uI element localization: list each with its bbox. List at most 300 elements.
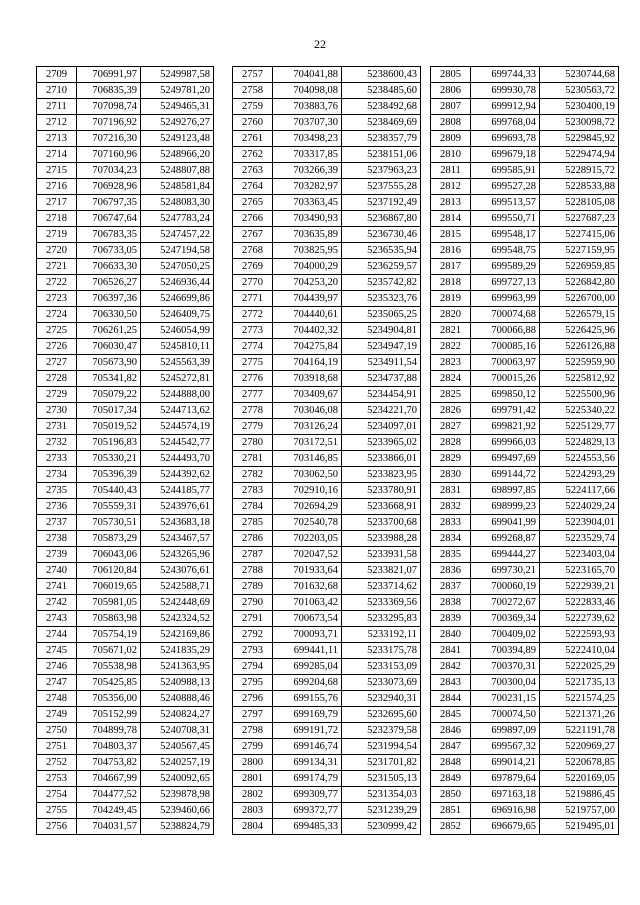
point-number: 2811: [431, 163, 471, 179]
coord-x: 705396,39: [77, 467, 141, 483]
coord-y: 5243683,18: [141, 515, 214, 531]
point-number: 2788: [233, 563, 273, 579]
coord-y: 5233668,91: [342, 499, 421, 515]
point-number: 2756: [37, 819, 77, 835]
coord-x: 704803,37: [77, 739, 141, 755]
coord-y: 5233931,58: [342, 547, 421, 563]
coord-y: 5232695,60: [342, 707, 421, 723]
table-row: [233, 723, 421, 739]
coord-y: 5238151,06: [342, 147, 421, 163]
coord-x: 704440,61: [273, 307, 342, 323]
coord-x: 705356,00: [77, 691, 141, 707]
coord-y: 5230098,72: [540, 115, 619, 131]
point-number: 2729: [37, 387, 77, 403]
point-number: 2757: [233, 67, 273, 83]
point-number: 2806: [431, 83, 471, 99]
point-number: 2718: [37, 211, 77, 227]
table-row: [233, 803, 421, 819]
coord-x: 704249,45: [77, 803, 141, 819]
point-number: 2742: [37, 595, 77, 611]
point-number: 2789: [233, 579, 273, 595]
point-number: 2743: [37, 611, 77, 627]
coord-x: 697879,64: [471, 771, 540, 787]
coord-x: 699134,31: [273, 755, 342, 771]
table-row: [431, 595, 619, 611]
point-number: 2774: [233, 339, 273, 355]
coord-y: 5233823,95: [342, 467, 421, 483]
coord-x: 706733,05: [77, 243, 141, 259]
coord-y: 5242448,69: [141, 595, 214, 611]
point-number: 2816: [431, 243, 471, 259]
point-number: 2770: [233, 275, 273, 291]
coord-y: 5223403,04: [540, 547, 619, 563]
point-number: 2830: [431, 467, 471, 483]
coord-x: 700066,88: [471, 323, 540, 339]
table-row: [233, 515, 421, 531]
coord-x: 700673,54: [273, 611, 342, 627]
table-row: [233, 83, 421, 99]
coord-x: 703046,08: [273, 403, 342, 419]
point-number: 2784: [233, 499, 273, 515]
coord-x: 707034,23: [77, 163, 141, 179]
table-row: [37, 707, 214, 723]
table-row: [233, 467, 421, 483]
point-number: 2762: [233, 147, 273, 163]
coord-y: 5237963,23: [342, 163, 421, 179]
coord-y: 5234911,54: [342, 355, 421, 371]
coord-y: 5234904,81: [342, 323, 421, 339]
coord-y: 5225812,92: [540, 371, 619, 387]
table-row: [37, 211, 214, 227]
point-number: 2736: [37, 499, 77, 515]
page-number: 22: [314, 37, 326, 51]
point-number: 2825: [431, 387, 471, 403]
coord-x: 705730,51: [77, 515, 141, 531]
coord-x: 699497,69: [471, 451, 540, 467]
coord-y: 5240888,46: [141, 691, 214, 707]
coord-x: 698997,85: [471, 483, 540, 499]
point-number: 2725: [37, 323, 77, 339]
coord-y: 5233988,28: [342, 531, 421, 547]
coord-y: 5225340,22: [540, 403, 619, 419]
point-number: 2795: [233, 675, 273, 691]
table-row: [37, 659, 214, 675]
table-row: [233, 243, 421, 259]
table-row: [431, 675, 619, 691]
coord-y: 5244888,00: [141, 387, 214, 403]
point-number: 2801: [233, 771, 273, 787]
point-number: 2715: [37, 163, 77, 179]
coord-x: 705017,34: [77, 403, 141, 419]
coord-x: 705673,90: [77, 355, 141, 371]
coord-y: 5233821,07: [342, 563, 421, 579]
point-number: 2790: [233, 595, 273, 611]
table-row: [233, 483, 421, 499]
table-row: [233, 99, 421, 115]
coord-x: 696916,98: [471, 803, 540, 819]
table-row: [431, 659, 619, 675]
coord-x: 705981,05: [77, 595, 141, 611]
point-number: 2716: [37, 179, 77, 195]
table-row: [233, 403, 421, 419]
coord-x: 700300,04: [471, 675, 540, 691]
table-row: [37, 723, 214, 739]
table-row: [431, 211, 619, 227]
coord-x: 700085,16: [471, 339, 540, 355]
coord-y: 5244392,62: [141, 467, 214, 483]
table-row: [37, 611, 214, 627]
coord-x: 699730,21: [471, 563, 540, 579]
coord-x: 702203,05: [273, 531, 342, 547]
table-row: [233, 291, 421, 307]
coord-x: 707216,30: [77, 131, 141, 147]
table-row: [233, 227, 421, 243]
coord-y: 5246409,75: [141, 307, 214, 323]
table-row: [37, 515, 214, 531]
coord-y: 5234454,91: [342, 387, 421, 403]
point-number: 2837: [431, 579, 471, 595]
coord-x: 699204,68: [273, 675, 342, 691]
coord-x: 699744,33: [471, 67, 540, 83]
coord-x: 699285,04: [273, 659, 342, 675]
table-row: [37, 387, 214, 403]
coord-y: 5244574,19: [141, 419, 214, 435]
point-number: 2852: [431, 819, 471, 835]
table-row: [37, 483, 214, 499]
point-number: 2765: [233, 195, 273, 211]
table-row: [233, 611, 421, 627]
point-number: 2753: [37, 771, 77, 787]
coord-y: 5241363,95: [141, 659, 214, 675]
coord-y: 5220169,05: [540, 771, 619, 787]
coord-x: 701933,64: [273, 563, 342, 579]
point-number: 2800: [233, 755, 273, 771]
table-row: [37, 163, 214, 179]
coord-y: 5233295,83: [342, 611, 421, 627]
table-row: [431, 643, 619, 659]
coord-x: 699146,74: [273, 739, 342, 755]
coord-y: 5231994,54: [342, 739, 421, 755]
table-row: [233, 147, 421, 163]
coordinates-table-2: [232, 66, 421, 835]
point-number: 2752: [37, 755, 77, 771]
coord-x: 704000,29: [273, 259, 342, 275]
coord-y: 5226842,80: [540, 275, 619, 291]
table-row: [431, 739, 619, 755]
table-row: [233, 211, 421, 227]
point-number: 2777: [233, 387, 273, 403]
coord-y: 5230563,72: [540, 83, 619, 99]
coord-x: 703146,85: [273, 451, 342, 467]
point-number: 2722: [37, 275, 77, 291]
coord-x: 696679,65: [471, 819, 540, 835]
point-number: 2845: [431, 707, 471, 723]
coord-x: 704667,99: [77, 771, 141, 787]
point-number: 2782: [233, 467, 273, 483]
table-row: [431, 339, 619, 355]
coord-y: 5222939,21: [540, 579, 619, 595]
coord-x: 699768,04: [471, 115, 540, 131]
coord-y: 5245810,11: [141, 339, 214, 355]
coord-y: 5226700,00: [540, 291, 619, 307]
coord-x: 702540,78: [273, 515, 342, 531]
coord-y: 5222410,04: [540, 643, 619, 659]
coord-x: 700272,67: [471, 595, 540, 611]
coord-x: 706019,65: [77, 579, 141, 595]
table-row: [431, 467, 619, 483]
coord-x: 699930,78: [471, 83, 540, 99]
point-number: 2726: [37, 339, 77, 355]
coord-y: 5220678,85: [540, 755, 619, 771]
point-number: 2755: [37, 803, 77, 819]
coord-y: 5243467,57: [141, 531, 214, 547]
coord-y: 5244542,77: [141, 435, 214, 451]
coord-y: 5241835,29: [141, 643, 214, 659]
coord-x: 699567,32: [471, 739, 540, 755]
point-number: 2797: [233, 707, 273, 723]
table-row: [233, 307, 421, 323]
table-row: [431, 499, 619, 515]
coord-y: 5236867,80: [342, 211, 421, 227]
point-number: 2826: [431, 403, 471, 419]
table-row: [37, 803, 214, 819]
coord-x: 699791,42: [471, 403, 540, 419]
point-number: 2848: [431, 755, 471, 771]
coord-y: 5238485,60: [342, 83, 421, 99]
point-number: 2760: [233, 115, 273, 131]
coord-y: 5224029,24: [540, 499, 619, 515]
point-number: 2817: [431, 259, 471, 275]
coord-y: 5222593,93: [540, 627, 619, 643]
point-number: 2836: [431, 563, 471, 579]
coord-x: 705538,98: [77, 659, 141, 675]
coord-y: 5228533,88: [540, 179, 619, 195]
table-row: [431, 547, 619, 563]
coord-x: 699485,33: [273, 819, 342, 835]
table-row: [431, 355, 619, 371]
coord-y: 5234947,19: [342, 339, 421, 355]
coord-y: 5236259,57: [342, 259, 421, 275]
coord-y: 5224829,13: [540, 435, 619, 451]
table-row: [431, 227, 619, 243]
point-number: 2793: [233, 643, 273, 659]
point-number: 2780: [233, 435, 273, 451]
coord-x: 700394,89: [471, 643, 540, 659]
point-number: 2775: [233, 355, 273, 371]
coord-x: 706261,25: [77, 323, 141, 339]
table-row: [431, 627, 619, 643]
table-row: [233, 355, 421, 371]
table-row: [431, 371, 619, 387]
table-row: [37, 291, 214, 307]
table-row: [233, 67, 421, 83]
table-row: [431, 515, 619, 531]
point-number: 2712: [37, 115, 77, 131]
table-row: [233, 339, 421, 355]
coord-x: 704899,78: [77, 723, 141, 739]
coord-y: 5242169,86: [141, 627, 214, 643]
coord-y: 5242588,71: [141, 579, 214, 595]
point-number: 2822: [431, 339, 471, 355]
coord-x: 706928,96: [77, 179, 141, 195]
coord-y: 5242324,52: [141, 611, 214, 627]
table-row: [37, 355, 214, 371]
table-row: [431, 755, 619, 771]
coord-y: 5233073,69: [342, 675, 421, 691]
table-row: [37, 99, 214, 115]
coord-x: 697163,18: [471, 787, 540, 803]
coord-y: 5249276,27: [141, 115, 214, 131]
coord-x: 700074,68: [471, 307, 540, 323]
point-number: 2731: [37, 419, 77, 435]
coord-y: 5239460,66: [141, 803, 214, 819]
table-row: [431, 579, 619, 595]
point-number: 2841: [431, 643, 471, 659]
table-row: [233, 195, 421, 211]
coord-y: 5249465,31: [141, 99, 214, 115]
point-number: 2839: [431, 611, 471, 627]
coord-x: 699589,29: [471, 259, 540, 275]
coord-x: 699174,79: [273, 771, 342, 787]
point-number: 2849: [431, 771, 471, 787]
point-number: 2744: [37, 627, 77, 643]
point-number: 2791: [233, 611, 273, 627]
table-row: [37, 467, 214, 483]
point-number: 2828: [431, 435, 471, 451]
table-row: [37, 531, 214, 547]
table-row: [37, 67, 214, 83]
coord-y: 5233153,09: [342, 659, 421, 675]
coord-y: 5236730,46: [342, 227, 421, 243]
table-row: [233, 739, 421, 755]
table-row: [37, 403, 214, 419]
coord-y: 5234097,01: [342, 419, 421, 435]
coord-y: 5233965,02: [342, 435, 421, 451]
coord-y: 5231701,82: [342, 755, 421, 771]
point-number: 2710: [37, 83, 77, 99]
point-number: 2819: [431, 291, 471, 307]
table-row: [431, 83, 619, 99]
coord-x: 704253,20: [273, 275, 342, 291]
coord-y: 5238357,79: [342, 131, 421, 147]
table-row: [37, 307, 214, 323]
coord-y: 5221574,25: [540, 691, 619, 707]
coord-y: 5231505,13: [342, 771, 421, 787]
table-row: [37, 499, 214, 515]
coord-y: 5231354,03: [342, 787, 421, 803]
table-row: [431, 163, 619, 179]
table-row: [431, 115, 619, 131]
point-number: 2831: [431, 483, 471, 499]
point-number: 2739: [37, 547, 77, 563]
point-number: 2820: [431, 307, 471, 323]
coord-x: 705196,83: [77, 435, 141, 451]
coord-x: 704477,52: [77, 787, 141, 803]
table-row: [37, 563, 214, 579]
coord-x: 704164,19: [273, 355, 342, 371]
table-row: [37, 131, 214, 147]
point-number: 2834: [431, 531, 471, 547]
point-number: 2751: [37, 739, 77, 755]
point-number: 2823: [431, 355, 471, 371]
coord-x: 703707,30: [273, 115, 342, 131]
table-row: [233, 579, 421, 595]
coord-x: 699897,09: [471, 723, 540, 739]
coord-y: 5220969,27: [540, 739, 619, 755]
table-row: [233, 435, 421, 451]
coord-y: 5240824,27: [141, 707, 214, 723]
coord-x: 704402,32: [273, 323, 342, 339]
coord-y: 5226425,96: [540, 323, 619, 339]
point-number: 2720: [37, 243, 77, 259]
coord-y: 5247457,22: [141, 227, 214, 243]
coord-x: 699548,17: [471, 227, 540, 243]
coord-x: 699155,76: [273, 691, 342, 707]
coord-y: 5249781,20: [141, 83, 214, 99]
table-row: [233, 819, 421, 835]
table-row: [37, 691, 214, 707]
coord-x: 703490,93: [273, 211, 342, 227]
point-number: 2814: [431, 211, 471, 227]
point-number: 2748: [37, 691, 77, 707]
table-row: [431, 195, 619, 211]
coord-y: 5238824,79: [141, 819, 214, 835]
point-number: 2709: [37, 67, 77, 83]
table-row: [431, 819, 619, 835]
table-row: [233, 531, 421, 547]
coord-y: 5240708,31: [141, 723, 214, 739]
coord-x: 705152,99: [77, 707, 141, 723]
table-row: [233, 771, 421, 787]
coord-y: 5244713,62: [141, 403, 214, 419]
coord-y: 5243076,61: [141, 563, 214, 579]
coord-x: 703172,51: [273, 435, 342, 451]
coord-x: 702910,16: [273, 483, 342, 499]
point-number: 2733: [37, 451, 77, 467]
table-row: [233, 627, 421, 643]
coord-y: 5221191,78: [540, 723, 619, 739]
coord-x: 699014,21: [471, 755, 540, 771]
point-number: 2833: [431, 515, 471, 531]
table-row: [431, 611, 619, 627]
point-number: 2808: [431, 115, 471, 131]
point-number: 2813: [431, 195, 471, 211]
table-row: [233, 643, 421, 659]
coord-x: 702047,52: [273, 547, 342, 563]
coord-y: 5246054,99: [141, 323, 214, 339]
point-number: 2810: [431, 147, 471, 163]
table-row: [431, 179, 619, 195]
point-number: 2783: [233, 483, 273, 499]
point-number: 2824: [431, 371, 471, 387]
coord-x: 699309,77: [273, 787, 342, 803]
point-number: 2728: [37, 371, 77, 387]
table-row: [37, 739, 214, 755]
coord-y: 5249987,58: [141, 67, 214, 83]
coord-x: 706991,97: [77, 67, 141, 83]
table-row: [431, 387, 619, 403]
point-number: 2805: [431, 67, 471, 83]
point-number: 2735: [37, 483, 77, 499]
table-row: [431, 99, 619, 115]
point-number: 2776: [233, 371, 273, 387]
table-row: [233, 451, 421, 467]
coord-x: 705873,29: [77, 531, 141, 547]
coord-y: 5233369,56: [342, 595, 421, 611]
table-row: [431, 131, 619, 147]
coord-y: 5239878,98: [141, 787, 214, 803]
point-number: 2781: [233, 451, 273, 467]
